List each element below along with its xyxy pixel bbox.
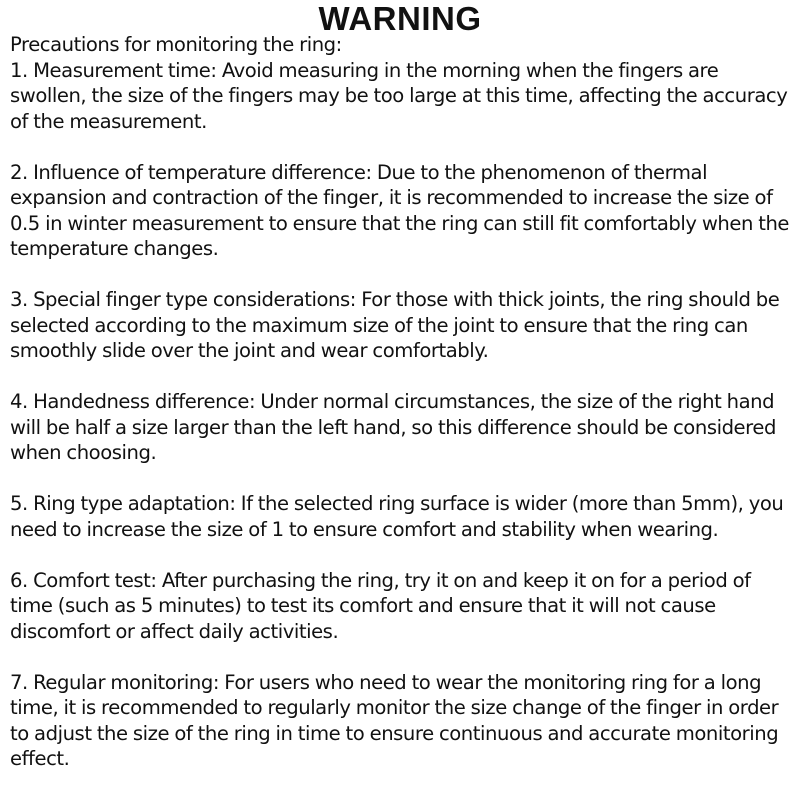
precaution-item-5: 5. Ring type adaptation: If the selected ring surface is wider (more than 5mm), you need to increase the size of 1 to ensure comfort and stability when wearing. [10, 492, 784, 541]
precaution-item-3: 3. Special finger type considerations: For those with thick joints, the ring should be selected according to the maximum size of the joint to ensure that the ring can smoothly slide over the joint and wear comfortably. [10, 288, 780, 362]
precautions-intro: Precautions for monitoring the ring: [10, 33, 342, 56]
warning-title: WARNING [318, 0, 482, 37]
precaution-item-1: 1. Measurement time: Avoid measuring in the morning when the fingers are swollen, the size of the fingers may be too large at this time, affecting the accuracy of the measurement. [10, 58, 788, 133]
precaution-item-7: 7. Regular monitoring: For users who need to wear the monitoring ring for a long time, it is recommended to regularly monitor the size change of the finger in order to adjust the size of the ring in time to ensure continuous and accurate monitoring effect. [10, 670, 779, 770]
precaution-item-4: 4. Handedness difference: Under normal circumstances, the size of the right hand will be half a size larger than the left hand, so this difference should be considered when choosing. [10, 390, 776, 464]
precaution-item-2: 2. Influence of temperature difference: Due to the phenomenon of thermal expansion and contraction of the finger, it is recommended to increase the size of 0.5 in winter measurement to ensure that the ring can still fit comfortably when the temperature changes. [10, 160, 790, 260]
precaution-item-6: 6. Comfort test: After purchasing the ring, try it on and keep it on for a period of time (such as 5 minutes) to test its comfort and ensure that it will not cause discomfort or affect daily activities. [10, 568, 751, 643]
precautions-body [10, 32, 792, 772]
